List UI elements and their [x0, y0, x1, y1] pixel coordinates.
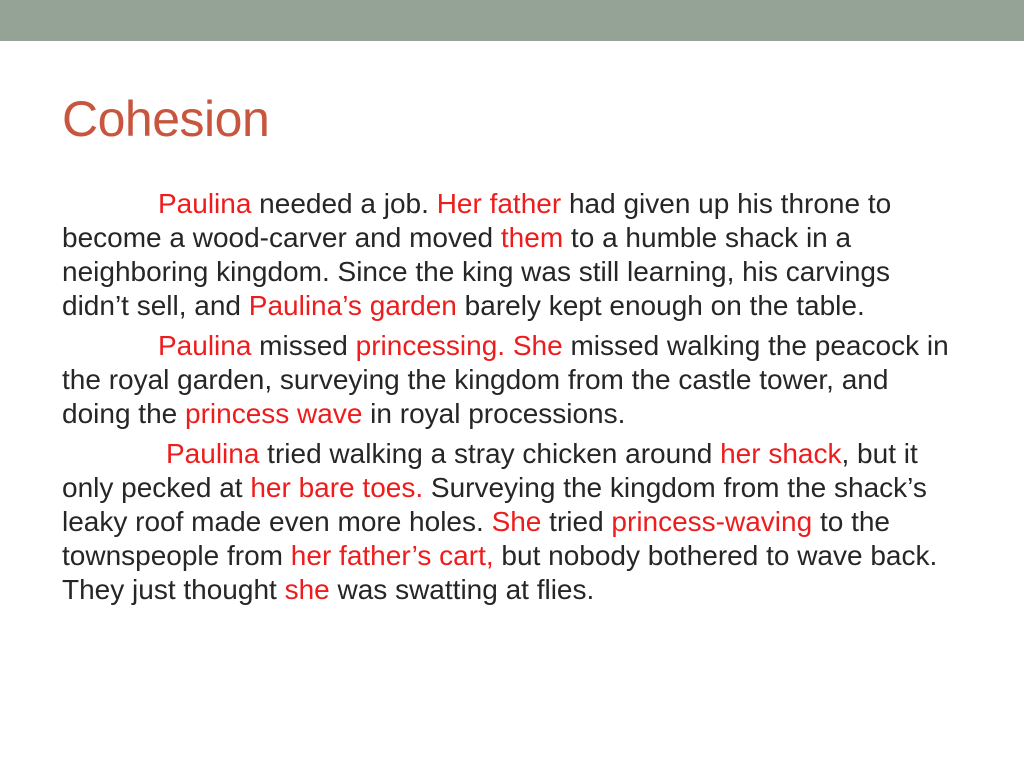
text-segment: missed [251, 330, 356, 361]
text-segment: Her father [436, 188, 562, 219]
text-segment: Paulina [158, 188, 252, 219]
text-segment: , but it only pecked at [62, 438, 918, 503]
paragraph-1 [62, 187, 962, 323]
text-segment: but nobody bothered to wave back. They just thought [62, 540, 938, 605]
text-segment: Paulina’s garden [248, 290, 457, 321]
text-segment: Paulina [158, 330, 252, 361]
text-segment: princessing. She [355, 330, 563, 361]
slide-title: Cohesion [62, 91, 270, 147]
text-segment: to a humble shack in a neighboring kingdom. Since the king was still learning, his carvings didn’t sell, and [62, 222, 890, 321]
text-segment: missed walking the peacock in the royal garden, surveying the kingdom from the castle tower, and doing the [62, 330, 949, 429]
text-segment: Surveying the kingdom from the shack’s leaky roof made even more holes. [62, 472, 927, 537]
top-accent-bar [0, 0, 1024, 41]
text-segment: in royal processions. [362, 398, 626, 429]
paragraph-2 [62, 329, 962, 431]
text-segment: was swatting at flies. [329, 574, 595, 605]
text-segment: her bare toes. [250, 472, 424, 503]
text-segment: princess-waving [611, 506, 813, 537]
text-segment: barely kept enough on the table. [456, 290, 865, 321]
text-segment: to the townspeople from [62, 506, 891, 571]
text-segment: She [491, 506, 542, 537]
text-segment: she [284, 574, 330, 605]
text-segment: her father’s cart, [290, 540, 494, 571]
text-segment: tried walking a stray chicken around [259, 438, 721, 469]
text-segment: them [500, 222, 564, 253]
text-segment: tried [541, 506, 612, 537]
text-segment: Paulina [166, 438, 260, 469]
text-segment: her shack [720, 438, 842, 469]
text-segment: princess wave [185, 398, 363, 429]
paragraph-3 [62, 437, 962, 607]
slide-body [62, 187, 962, 613]
text-segment: had given up his throne to become a wood-carver and moved [62, 188, 892, 253]
text-segment: needed a job. [251, 188, 437, 219]
